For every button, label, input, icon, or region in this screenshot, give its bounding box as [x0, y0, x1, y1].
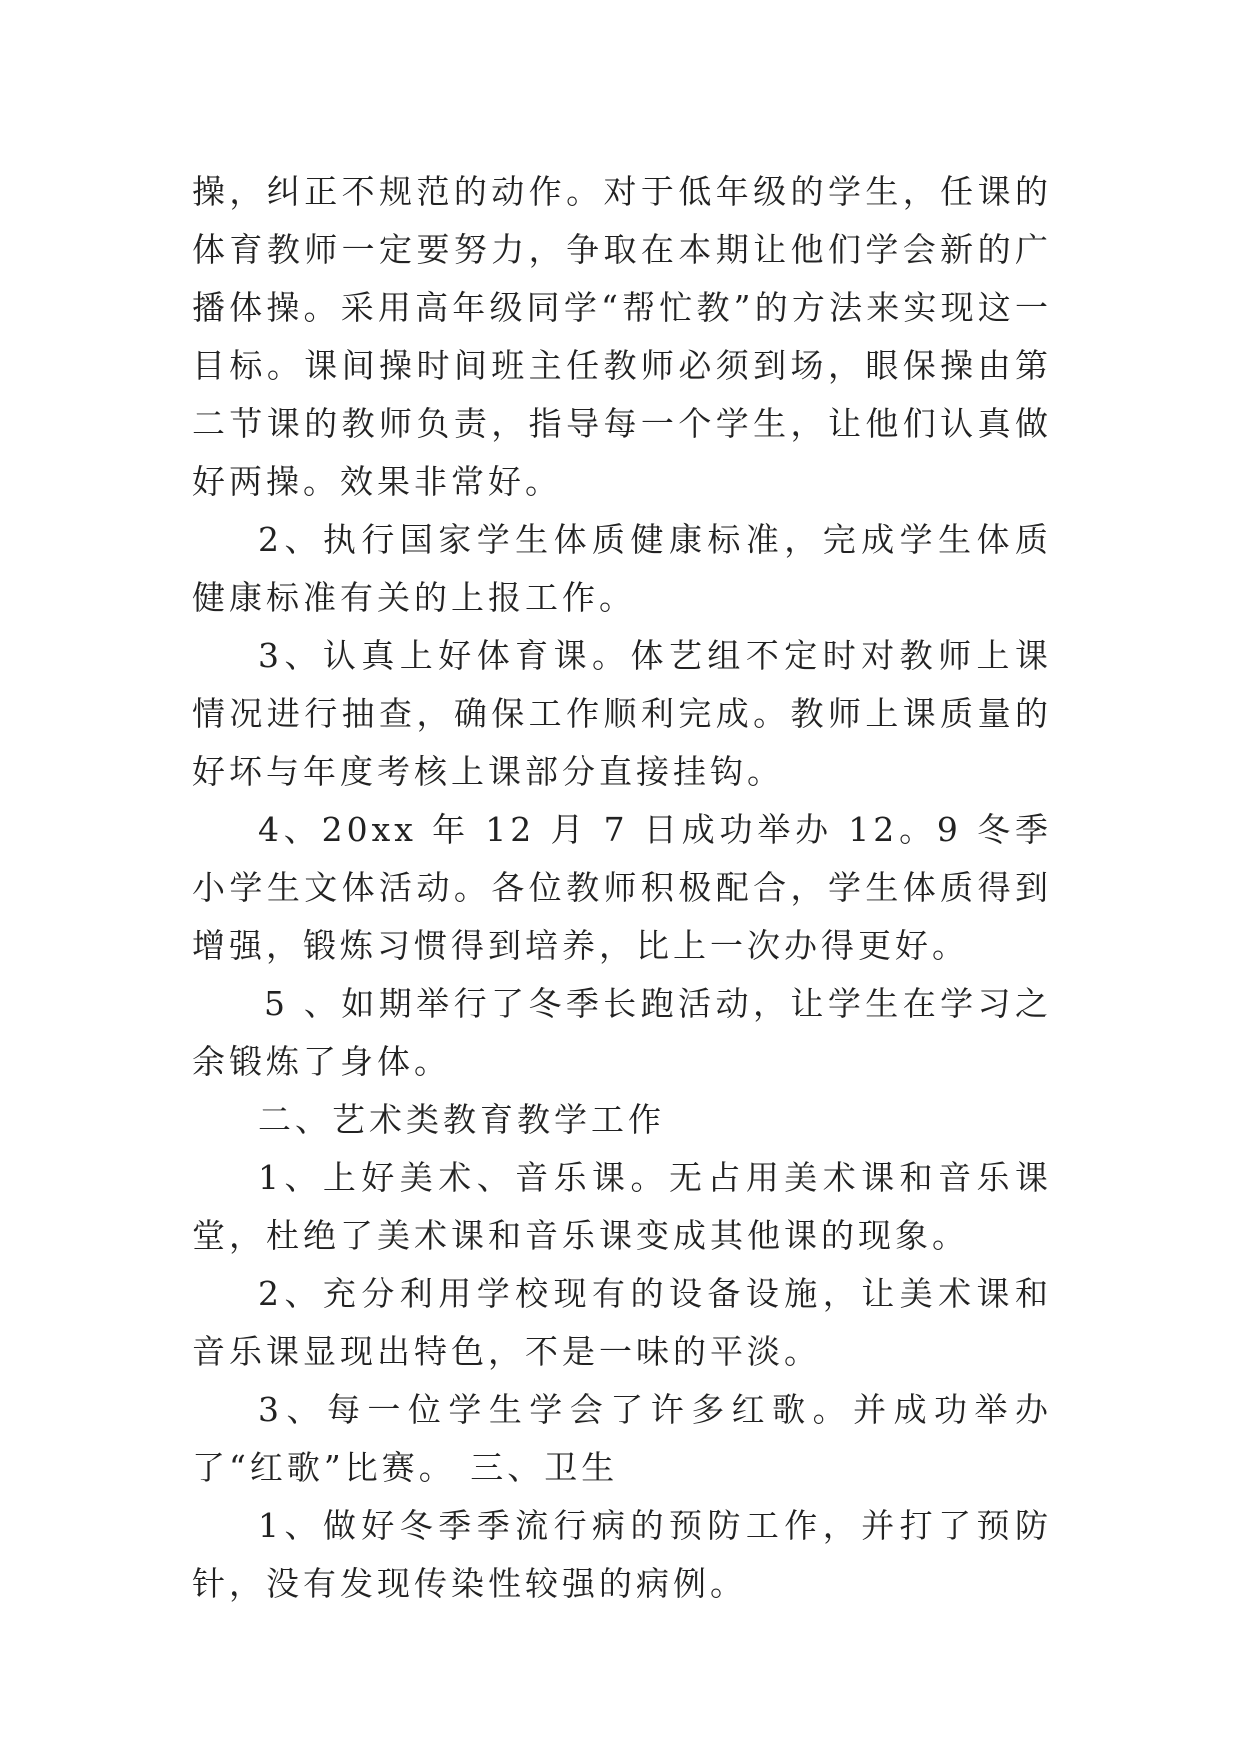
paragraph-hygiene-item-1: 1、做好冬季季流行病的预防工作，并打了预防针，没有发现传染性较强的病例。	[192, 1506, 1052, 1603]
document-body	[192, 163, 1052, 1613]
paragraph-item-5-long-run: 5 、如期举行了冬季长跑活动，让学生在学习之余锻炼了身体。	[192, 984, 1052, 1081]
paragraph-continuation: 操，纠正不规范的动作。对于低年级的学生，任课的体育教师一定要努力，争取在本期让他们学会新的广播体操。采用高年级同学“帮忙教”的方法来实现这一目标。课间操时间班主任教师必须到场，眼保操由第二节课的教师负责，指导每一个学生，让他们认真做好两操。效果非常好。	[192, 172, 1052, 501]
paragraph-item-4-winter-activity: 4、20xx 年 12 月 7 日成功举办 12。9 冬季小学生文体活动。各位教师积极配合，学生体质得到增强，锻炼习惯得到培养，比上一次办得更好。	[192, 810, 1052, 965]
paragraph-arts-item-1: 1、上好美术、音乐课。无占用美术课和音乐课堂，杜绝了美术课和音乐课变成其他课的现象。	[192, 1158, 1052, 1255]
paragraph-arts-item-2: 2、充分利用学校现有的设备设施，让美术课和音乐课显现出特色，不是一味的平淡。	[192, 1274, 1052, 1371]
section-heading-arts: 二、艺术类教育教学工作	[258, 1100, 665, 1139]
paragraph-arts-item-3: 3、每一位学生学会了许多红歌。并成功举办了“红歌”比赛。 三、卫生	[192, 1390, 1052, 1487]
paragraph-item-3-pe-class: 3、认真上好体育课。体艺组不定时对教师上课情况进行抽查，确保工作顺利完成。教师上课质量的好坏与年度考核上课部分直接挂钩。	[192, 636, 1052, 791]
paragraph-item-2-health-standard: 2、执行国家学生体质健康标准，完成学生体质健康标准有关的上报工作。	[192, 520, 1052, 617]
